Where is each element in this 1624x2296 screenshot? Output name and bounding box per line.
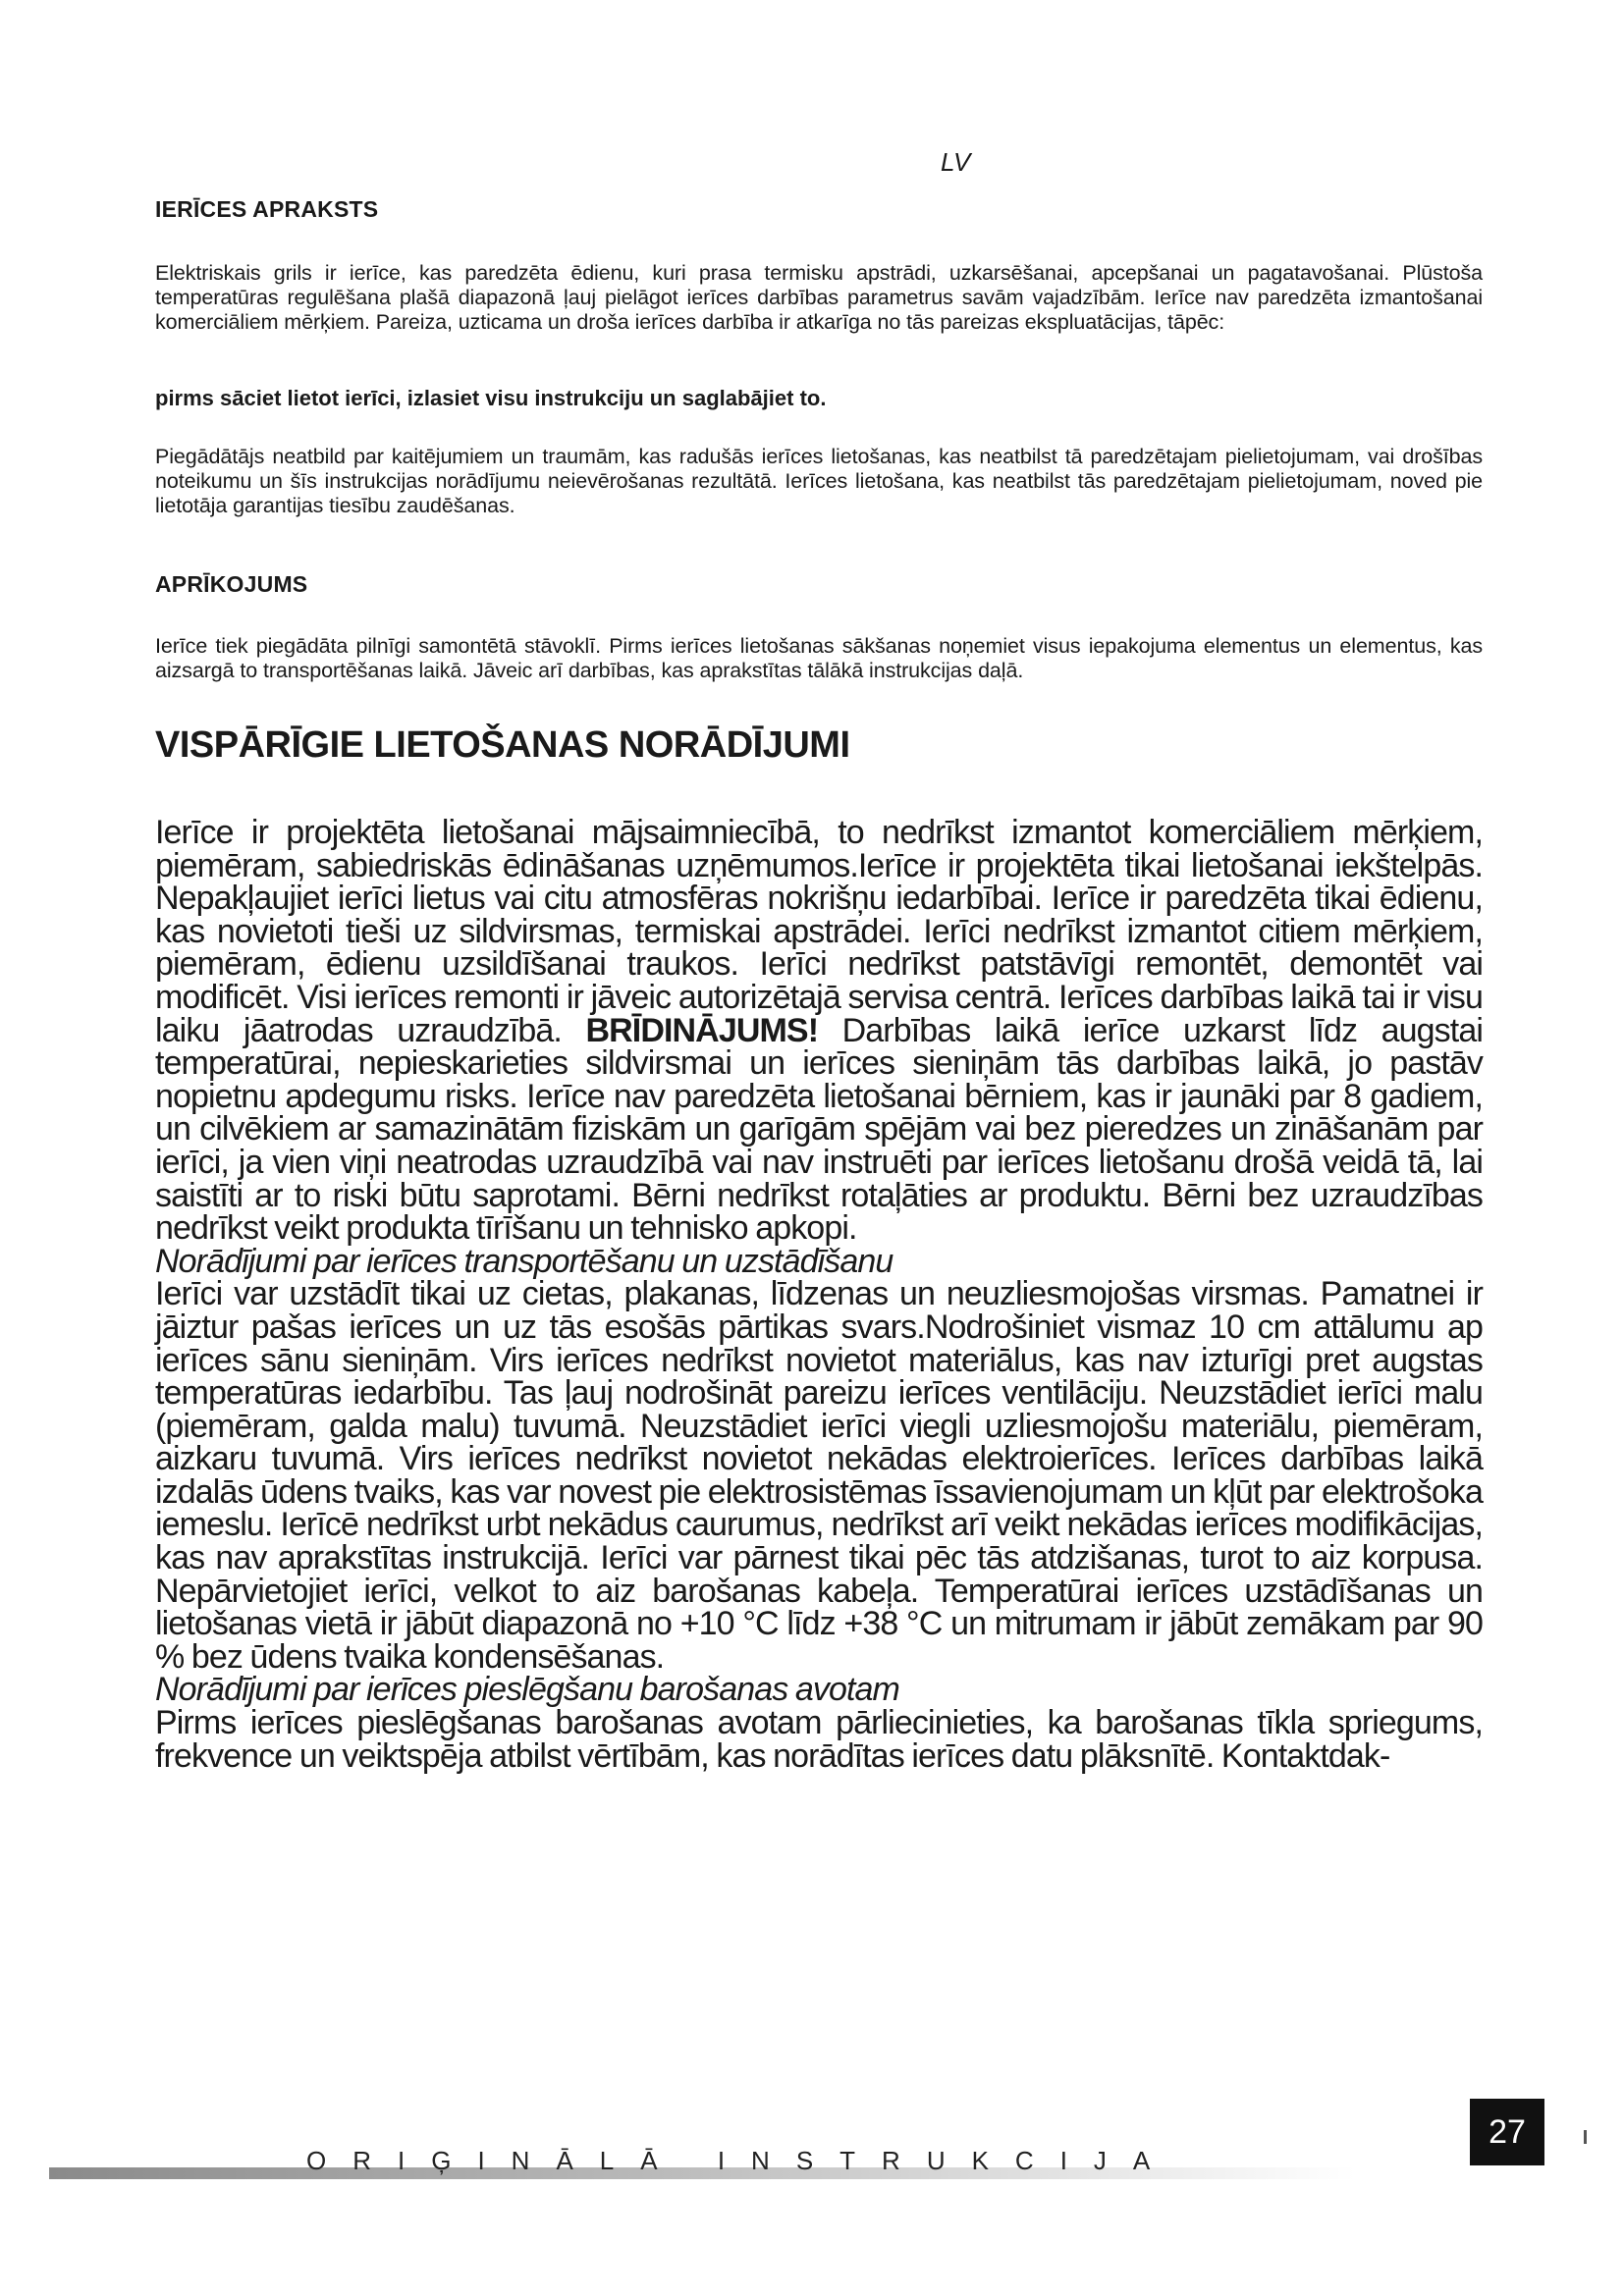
section-title-apraksts: IERĪCES APRAKSTS — [155, 196, 379, 222]
footer-label: ORIĢINĀLĀ INSTRUKCIJA — [306, 2146, 1177, 2175]
section-title-general: VISPĀRĪGIE LIETOŠANAS NORĀDĪJUMI — [155, 724, 850, 766]
page-number: 27 — [1470, 2099, 1544, 2165]
paragraph-instructions-bold: pirms sāciet lietot ierīci, izlasiet visu instrukciju un saglabājiet to. — [155, 386, 827, 410]
subsection-title-power: Norādījumi par ierīces pieslēgšanu barošanas avotam — [155, 1671, 899, 1709]
paragraph-liability: Piegādātājs neatbild par kaitējumiem un traumām, kas radušās ierīces lietošanas, kas neatbilst tā paredzētajam pielietojumam, vai drošības noteikumu un šīs instrukcijas norādījumu neievērošanas rezultātā. Ierīces lietošana, kas neatbilst tās paredzētajam pielietojumam, noved pie lietotāja garantijas tiesību zaudēšanas. — [155, 445, 1483, 517]
page-edge-mark — [1584, 2130, 1587, 2144]
section-title-aprikojums: APRĪKOJUMS — [155, 571, 308, 597]
general-instructions-body — [155, 814, 1483, 1775]
paragraph-power: Pirms ierīces pieslēgšanas barošanas avotam pārliecinieties, ka barošanas tīkla spriegums, frekvence un veiktspēja atbilst vērtībām, kas norādītas ierīces datu plāksnītē. Kontaktdak- — [155, 1704, 1483, 1775]
warning-label: BRĪDINĀJUMS! — [585, 1011, 819, 1049]
paragraph-general: Ierīce ir projektēta lietošanai mājsaimniecībā, to nedrīkst izmantot komerciāliem mērķiem, piemēram, sabiedriskās ēdināšanas uzņēmumos.Ierīce ir projektēta tikai lietošanai iekštelpās. Nepakļaujiet ierīci lietus vai citu atmosfēras nokrišņu iedarbībai. Ierīce ir paredzēta tikai ēdienu, kas novietoti tieši uz sildvirsmas, termiskai apstrādei. Ierīci nedrīkst izmantot citiem mērķiem, piemēram, ēdienu uzsildīšanai traukos. Ierīci nedrīkst patstāvīgi remontēt, demontēt vai modificēt. Visi ierīces remonti ir jāveic autorizētajā servisa centrā. Ierīces darbības laikā tai ir visu laiku jāatrodas uzraudzībā. BRĪDINĀJUMS! Darbības laikā ierīce uzkarst līdz augstai temperatūrai, nepieskarieties sildvirsmai un ierīces sieniņām tās darbības laikā, jo pastāv nopietnu apdegumu risks. Ierīce nav paredzēta lietošanai bērniem, kas ir jaunāki par 8 gadiem, un cilvēkiem ar samazinātām fiziskām un garīgām spējām vai bez pieredzes un zināšanām par ierīci, ja vien viņi neatrodas uzraudzībā vai nav instruēti par ierīces lietošanu drošā veidā tā, lai saistīti ar to riski būtu saprotami. Bērni nedrīkst rotaļāties ar produktu. Bērni bez uzraudzības nedrīkst veikt produkta tīrīšanu un tehnisko apkopi. — [155, 814, 1483, 1248]
paragraph-apraksts: Elektriskais grils ir ierīce, kas paredzēta ēdienu, kuri prasa termisku apstrādi, uzkarsēšanai, apcepšanai un pagatavošanai. Plūstoša temperatūras regulēšana plašā diapazonā ļauj pielāgot ierīces darbības parametrus savām vajadzībām. Ierīce nav paredzēta izmantošanai komerciāliem mērķiem. Pareiza, uzticama un droša ierīces darbība ir atkarīga no tās pareizas ekspluatācijas, tāpēc: — [155, 261, 1483, 334]
language-code: LV — [941, 147, 971, 177]
paragraph-transport: Ierīci var uzstādīt tikai uz cietas, plakanas, līdzenas un neuzliesmojošas virsmas. Pamatnei ir jāiztur pašas ierīces un uz tās esošās pārtikas svars.Nodrošiniet vismaz 10 cm attālumu ap ierīces sānu sieniņām. Virs ierīces nedrīkst novietot materiālus, kas nav izturīgi pret augstas temperatūras iedarbību. Tas ļauj nodrošināt pareizu ierīces ventilāciju. Neuzstādiet ierīci malu (piemēram, galda malu) tuvumā. Neuzstādiet ierīci viegli uzliesmojošu materiālu, piemēram, aizkaru tuvumā. Virs ierīces nedrīkst novietot nekādas elektroierīces. Ierīces darbības laikā izdalās ūdens tvaiks, kas var novest pie elektrosistēmas īssavienojumam un kļūt par elektrošoka iemeslu. Ierīcē nedrīkst urbt nekādus caurumus, nedrīkst arī veikt nekādas ierīces modifikācijas, kas nav aprakstītas instrukcijā. Ierīci var pārnest tikai pēc tās atdzišanas, turot to aiz korpusa. Nepārvietojiet ierīci, velkot to aiz barošanas kabeļa. Temperatūrai ierīces uzstādīšanas un lietošanas vietā ir jābūt diapazonā no +10 °C līdz +38 °C un mitrumam ir jābūt zemākam par 90 % bez ūdens tvaika kondensēšanas. — [155, 1275, 1483, 1676]
subsection-title-transport: Norādījumi par ierīces transportēšanu un uzstādīšanu — [155, 1242, 893, 1280]
paragraph-aprikojums: Ierīce tiek piegādāta pilnīgi samontētā stāvoklī. Pirms ierīces lietošanas sākšanas noņemiet visus iepakojuma elementus un elementus, kas aizsargā to transportēšanas laikā. Jāveic arī darbības, kas aprakstītas tālākā instrukcijas daļā. — [155, 634, 1483, 682]
